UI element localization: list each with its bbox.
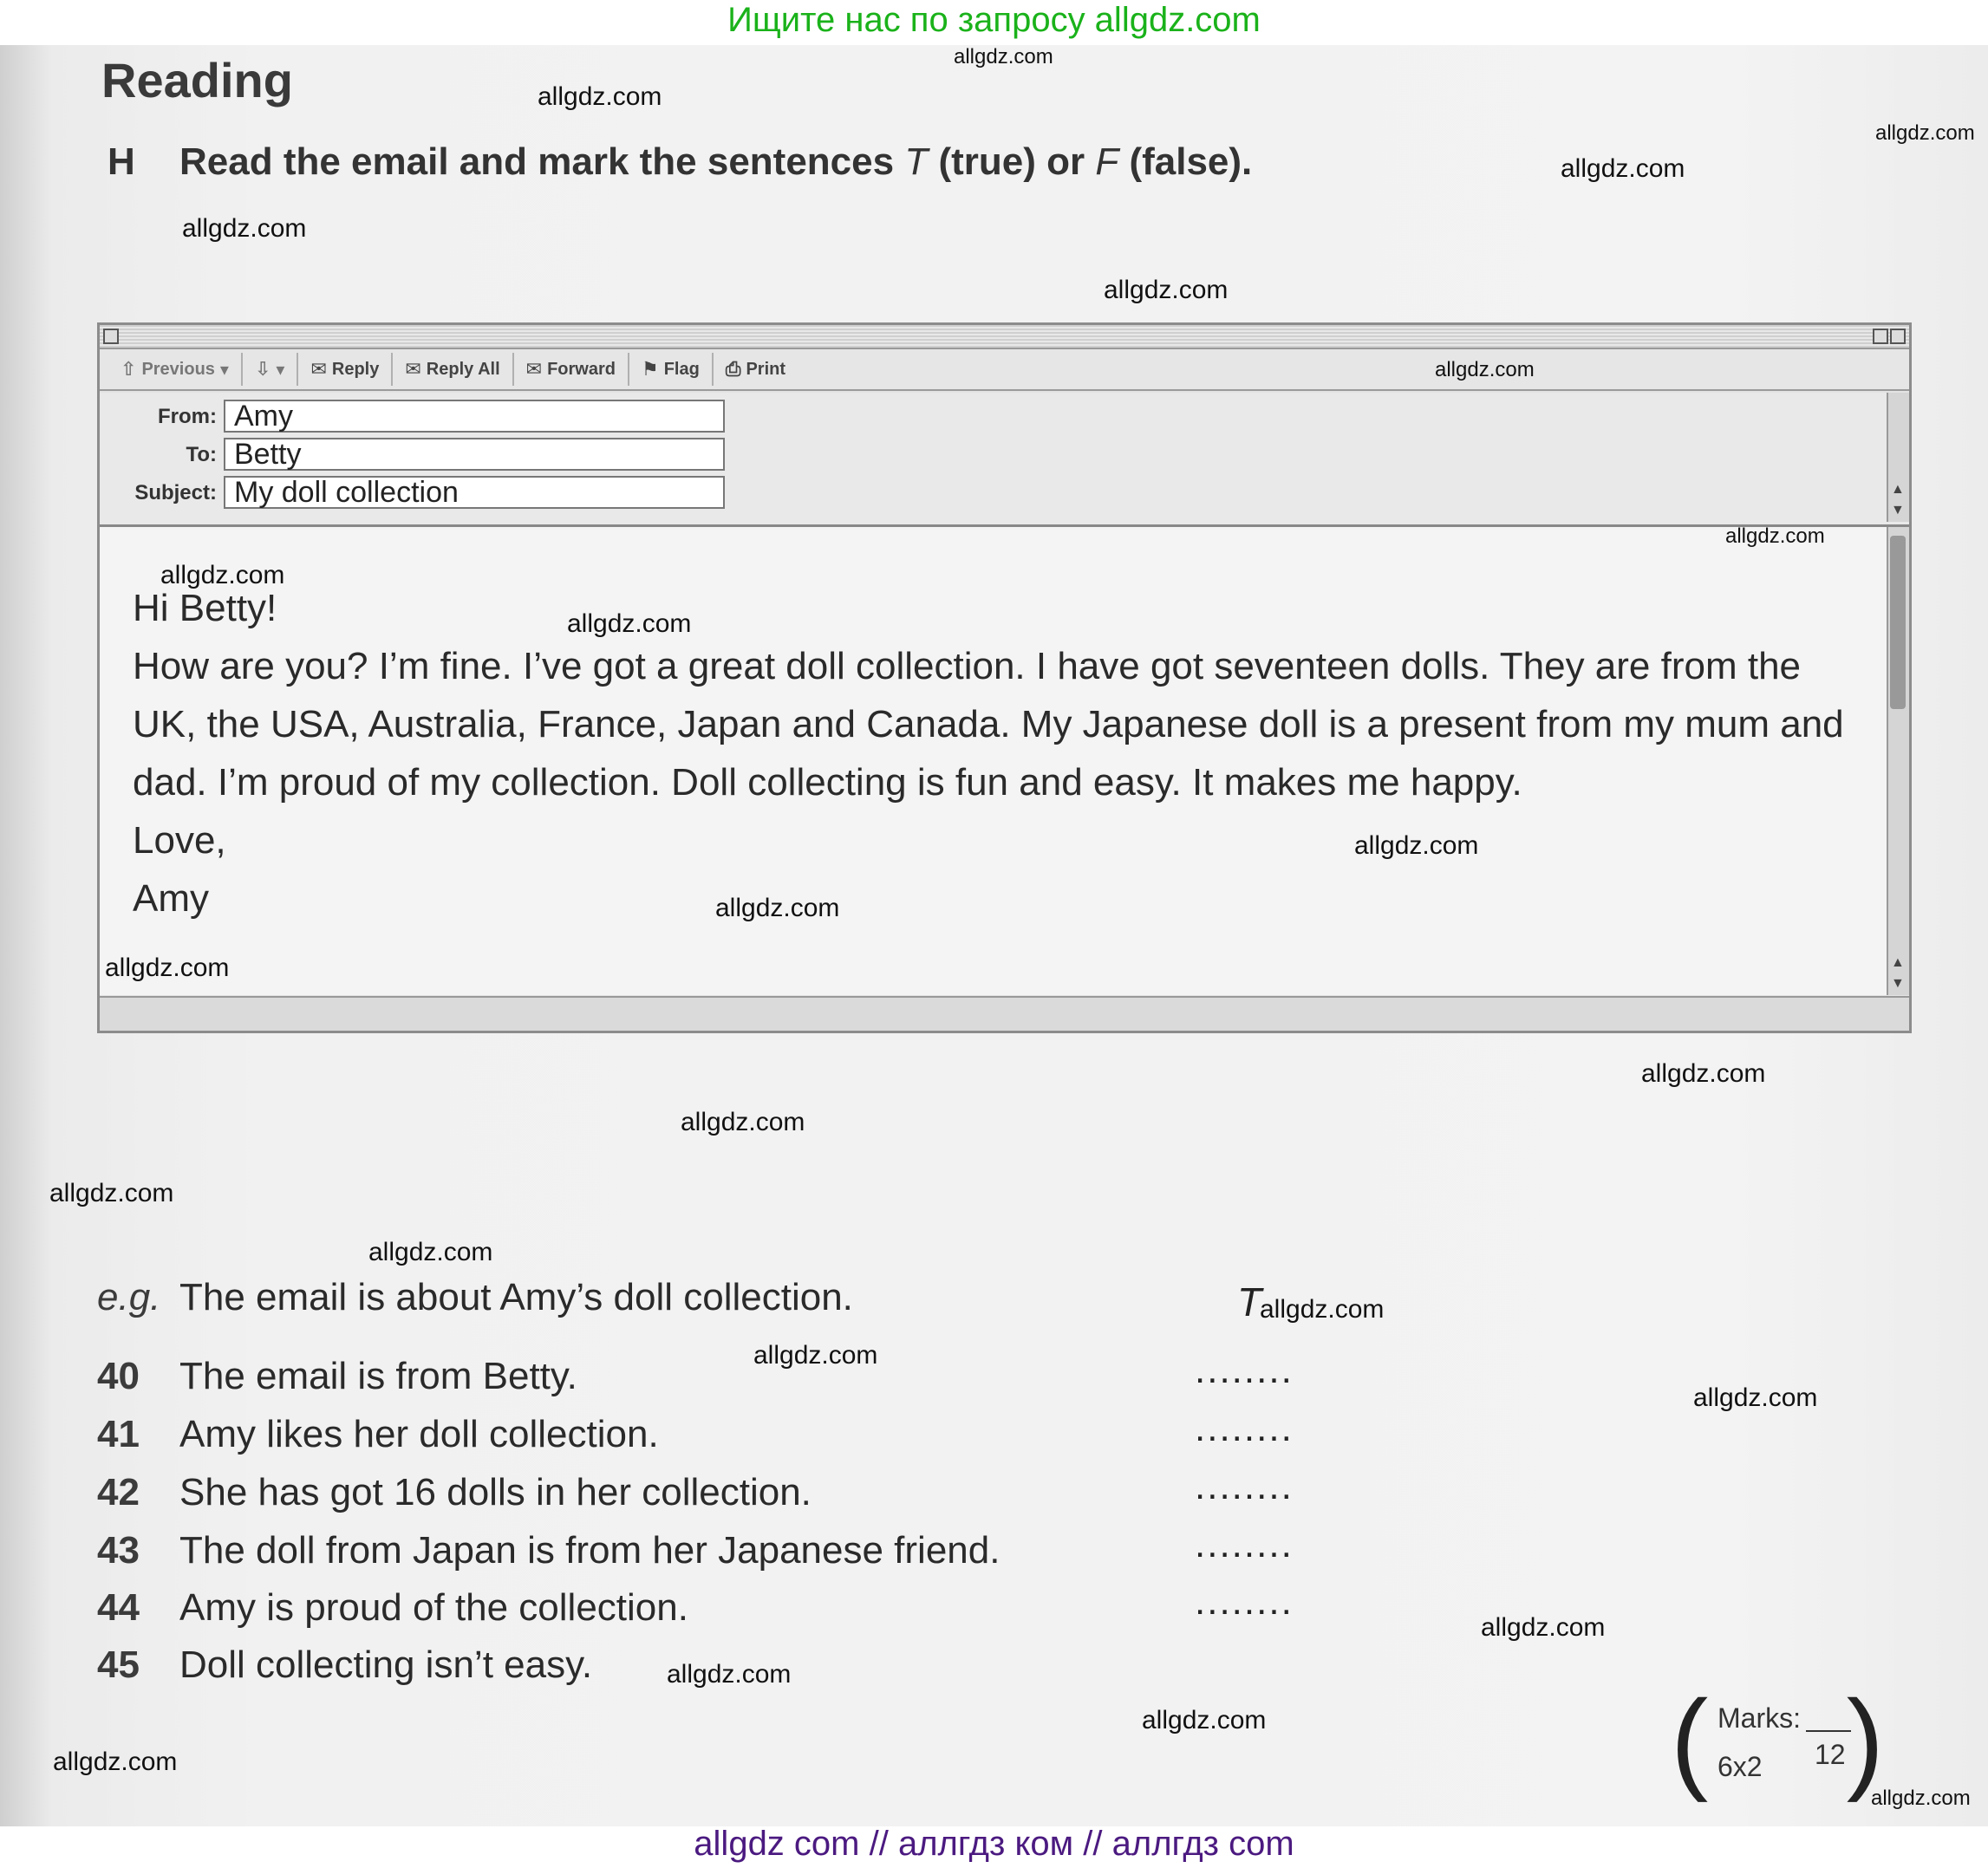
top-banner: Ищите нас по запросу allgdz.com (727, 1, 1261, 39)
watermark: allgdz.com (1354, 831, 1479, 860)
from-field[interactable]: Amy (224, 400, 725, 433)
instruction-f: F (1095, 140, 1119, 183)
section-heading: Reading (101, 53, 293, 107)
forward-button[interactable]: ✉ Forward (514, 353, 629, 386)
answer-blank[interactable]: ........ (1195, 1465, 1294, 1507)
watermark: allgdz.com (1481, 1613, 1606, 1642)
next-button[interactable] (243, 353, 298, 386)
scroll-up-icon[interactable]: ▲ (1891, 482, 1905, 497)
instruction-false: (false). (1118, 140, 1253, 183)
email-body (100, 527, 1909, 995)
watermark: allgdz.com (1875, 121, 1975, 145)
title-bar (100, 325, 1909, 349)
watermark: allgdz.com (49, 1179, 174, 1207)
watermark: allgdz.com (182, 214, 307, 243)
marks-formula: 6x2 (1718, 1751, 1763, 1782)
answer-blank[interactable]: ........ (1195, 1349, 1294, 1391)
question-row: 43 The doll from Japan is from her Japanese friend. (97, 1529, 1001, 1572)
right-bracket: ) (1846, 1676, 1884, 1803)
close-box[interactable] (103, 329, 119, 344)
watermark: allgdz.com (1142, 1706, 1267, 1735)
watermark: allgdz.com (160, 561, 285, 589)
reply-icon: ✉ (310, 358, 327, 380)
watermark: allgdz.com (715, 894, 840, 922)
watermark: allgdz.com (681, 1108, 805, 1136)
header-scrollbar[interactable] (1887, 393, 1909, 522)
watermark: allgdz.com (667, 1660, 792, 1689)
scroll-thumb[interactable] (1890, 536, 1906, 709)
status-bar (100, 996, 1909, 1031)
chevron-down-icon: ▾ (276, 360, 285, 380)
question-row: 42 She has got 16 dolls in her collection. (97, 1471, 811, 1513)
question-text: The email is about Amy’s doll collection. (179, 1276, 853, 1318)
watermark: allgdz.com (538, 82, 662, 111)
email-line: dad. I’m proud of my collection. Doll collecting is fun and easy. It makes me happy. (133, 761, 1522, 804)
answer-blank[interactable]: ........ (1195, 1580, 1294, 1623)
print-button[interactable]: ⎙ Print (725, 358, 786, 380)
previous-button[interactable]: ⇧ Previous ▾ (108, 353, 243, 386)
forward-icon: ✉ (525, 358, 543, 380)
left-bracket: ( (1671, 1676, 1709, 1803)
question-row: 44 Amy is proud of the collection. (97, 1586, 688, 1629)
reply-all-icon: ✉ (405, 358, 421, 380)
email-greeting: Hi Betty! (133, 587, 277, 629)
marks-score-line[interactable] (1806, 1730, 1851, 1732)
zoom-box[interactable] (1890, 329, 1906, 344)
watermark: allgdz.com (368, 1238, 493, 1266)
marks-box (1671, 1676, 1884, 1803)
email-window (97, 322, 1912, 1033)
up-arrow-icon: ⇧ (121, 358, 137, 380)
watermark: allgdz.com (753, 1341, 878, 1370)
answer-blank[interactable]: ........ (1195, 1523, 1294, 1565)
watermark: allgdz.com (1725, 524, 1825, 548)
from-row (100, 400, 1909, 436)
task-letter: H (108, 140, 135, 183)
to-row (100, 438, 1909, 474)
email-headers (100, 393, 1909, 527)
scroll-down-icon[interactable]: ▼ (1891, 976, 1905, 991)
email-signature: Amy (133, 877, 209, 920)
flag-button[interactable]: ⚑ Flag (629, 353, 714, 386)
watermark: allgdz.com (1871, 1787, 1971, 1810)
question-row: 40 The email is from Betty. (97, 1355, 577, 1397)
watermark: allgdz.com (954, 45, 1053, 68)
scroll-down-icon[interactable]: ▼ (1891, 503, 1905, 517)
bottom-banner: allgdz com // аллгдз ком // аллгдз com (694, 1825, 1294, 1863)
reply-button[interactable]: ✉ Reply (298, 353, 393, 386)
to-label: To: (186, 443, 217, 466)
watermark: allgdz.com (1561, 154, 1685, 183)
instruction-t: T (904, 140, 929, 183)
watermark: allgdz.com (1104, 276, 1229, 304)
answer-blank[interactable]: ........ (1195, 1407, 1294, 1449)
reply-all-button[interactable]: ✉ Reply All (393, 353, 513, 386)
watermark: allgdz.com (1641, 1059, 1766, 1088)
chevron-down-icon: ▾ (219, 360, 229, 380)
watermark: allgdz.com (567, 609, 692, 638)
body-scrollbar[interactable] (1887, 527, 1909, 995)
task-instruction (179, 140, 1252, 184)
to-field[interactable]: Betty (224, 438, 725, 471)
watermark: allgdz.com (105, 954, 230, 982)
subject-field[interactable]: My doll collection (224, 476, 725, 509)
watermark: allgdz.com (1693, 1383, 1818, 1412)
email-line: UK, the USA, Australia, France, Japan and Canada. My Japanese doll is a present from my mum and (133, 703, 1844, 745)
marks-label: Marks: (1718, 1702, 1801, 1734)
email-message (133, 579, 1884, 927)
marks-total: 12 (1815, 1739, 1846, 1770)
scroll-up-icon[interactable]: ▲ (1891, 955, 1905, 970)
email-closing: Love, (133, 819, 226, 862)
watermark: allgdz.com (1260, 1295, 1385, 1324)
example-answer: T (1237, 1279, 1262, 1325)
printer-icon: ⎙ (725, 358, 741, 380)
watermark: allgdz.com (1435, 358, 1535, 381)
from-label: From: (158, 405, 217, 428)
email-line: How are you? I’m fine. I’ve got a great doll collection. I have got seventeen dolls. They are from the (133, 645, 1802, 687)
subject-row (100, 476, 1909, 512)
question-row: 45 Doll collecting isn’t easy. (97, 1643, 593, 1686)
watermark: allgdz.com (53, 1748, 178, 1776)
question-row: 41 Amy likes her doll collection. (97, 1413, 659, 1455)
example-label: e.g. (97, 1276, 161, 1318)
instruction-prefix: Read the email and mark the sentences (179, 140, 905, 183)
down-arrow-icon: ⇩ (254, 358, 271, 380)
email-toolbar (100, 349, 1909, 391)
flag-icon: ⚑ (641, 358, 659, 380)
subject-label: Subject: (134, 481, 217, 504)
collapse-box[interactable] (1873, 329, 1888, 344)
example-question (97, 1276, 853, 1319)
instruction-true: (true) or (928, 140, 1096, 183)
